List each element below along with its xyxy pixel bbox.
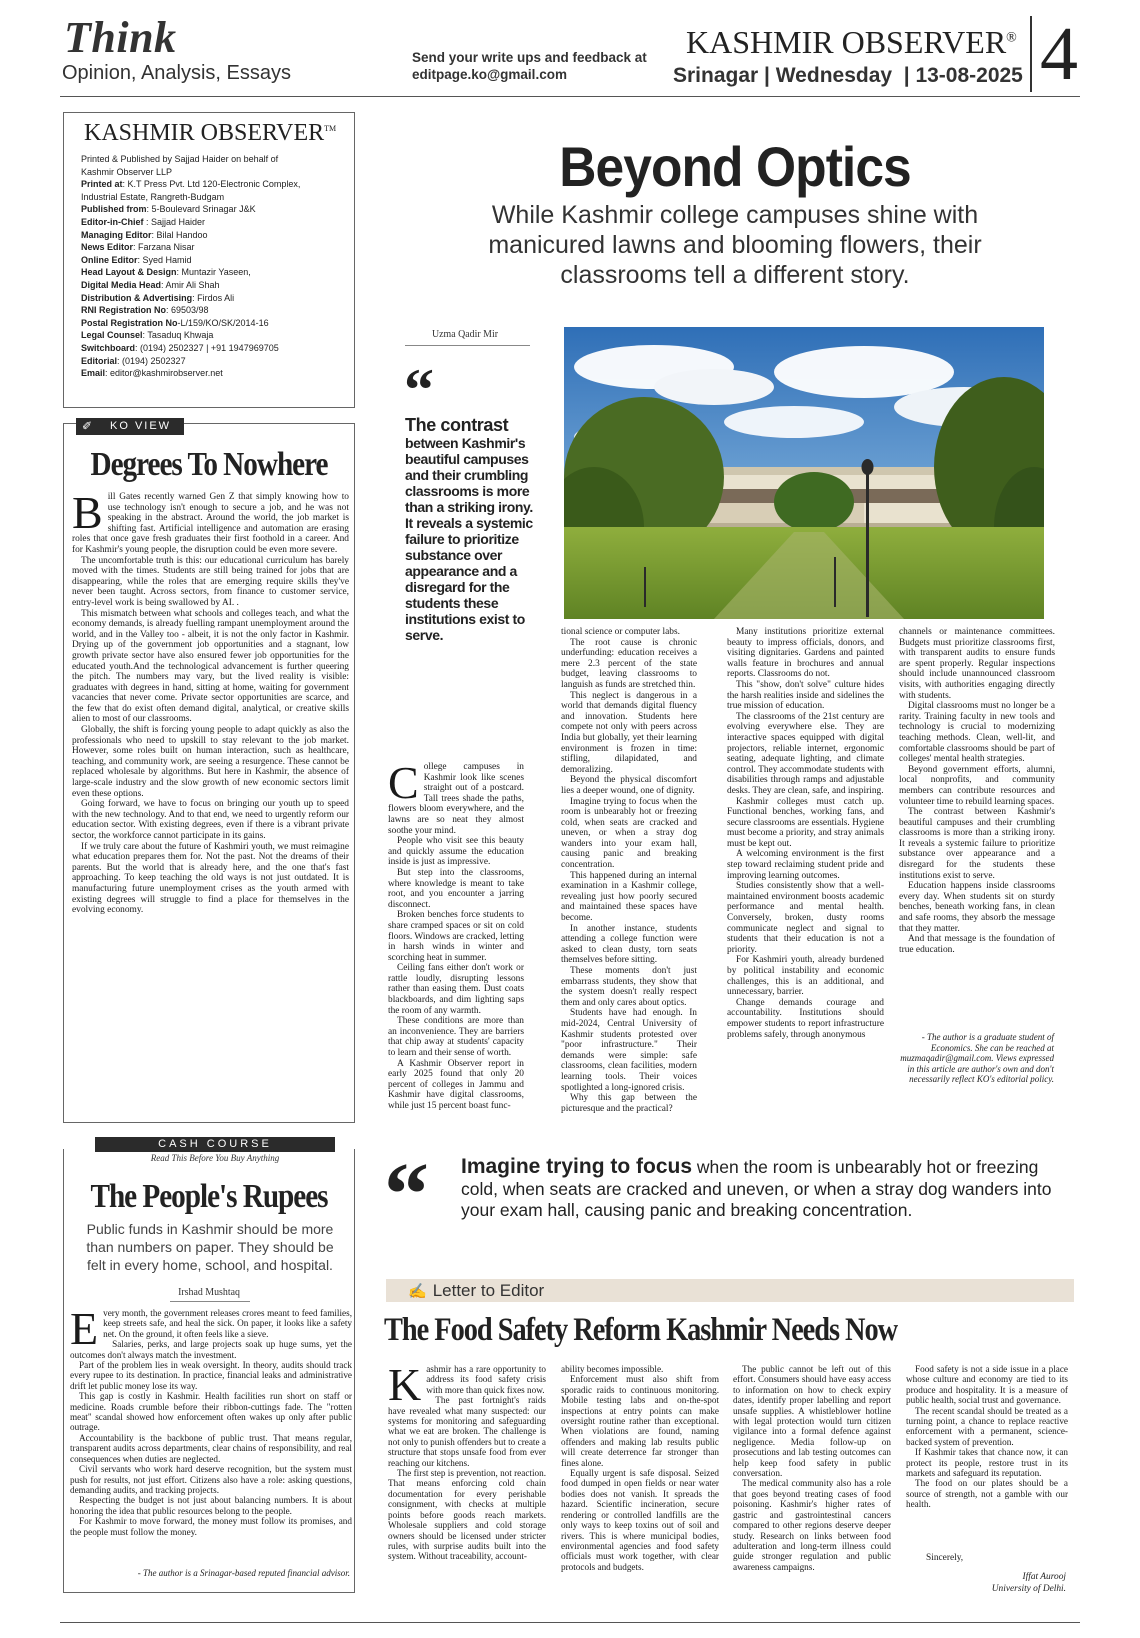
paragraph: ollege campuses in Kashmir look like scenes straight out of a postcard. Tall trees shade the paths, flowers bloom everywhere, and the lawns are so neat they almost soothe your mind. bbox=[388, 762, 524, 836]
page-number: 4 bbox=[1040, 12, 1078, 96]
imprint-value: : Firdos Ali bbox=[192, 292, 235, 303]
imprint-value: : Sajjad Haider bbox=[143, 216, 206, 227]
imprint-line bbox=[81, 153, 351, 166]
paragraph: tional science or computer labs. bbox=[561, 627, 680, 637]
letter-dropcap: K bbox=[388, 1364, 422, 1410]
imprint-value: Printed & Published by Sajjad Haider on behalf of bbox=[81, 154, 279, 164]
paragraph: Enforcement must also shift from sporadic raids to continuous monitoring. Mobile testing labs and on-the-spot inspections at entry points can make oversight routine rather than exceptional. When violations are found, naming offenders and making lab results public will create deterrence far stronger than fines alone. bbox=[561, 1374, 719, 1468]
trademark-mark: TM bbox=[324, 124, 337, 133]
main-article-byline: Uzma Qadir Mir bbox=[432, 328, 498, 340]
letter-title: The Food Safety Reform Kashmir Needs Now bbox=[384, 1312, 898, 1348]
paragraph: ability becomes impossible. bbox=[561, 1364, 664, 1374]
main-article-author-note: - The author is a graduate student of Economics. She can be reached at muzmaqadir@gmail.com. Views expressed in this article are author's own and don't necessarily reflect KO's editorial policy. bbox=[900, 1032, 1054, 1084]
feedback-email[interactable]: editpage.ko@gmail.com bbox=[412, 67, 567, 82]
paragraph: Civil servants who work hard deserve recognition, but the system must push for results, not just effort. Citizens also have a role: asking questions, demanding audits, and tracking projects. bbox=[70, 1464, 352, 1495]
imprint-line bbox=[81, 355, 351, 368]
footer-rule bbox=[60, 1622, 1080, 1623]
paragraph: This gap is costly in Kashmir. Health facilities run short on staff or medicine. Roads crumble before their ribbon-cuttings fade. The "rotten meat" scandal showed how enforcement often wakes up only after public outrage. bbox=[70, 1391, 352, 1433]
imprint-credits bbox=[81, 153, 351, 380]
header-divider bbox=[1030, 16, 1032, 92]
paragraph: Students have had enough. In mid-2024, Central University of Kashmir students protested over "poor infrastructure." Their demands were simple: safe classrooms, clean facilities, modern learning tools. Their voices spotlighted a long-ignored crisis. bbox=[561, 1008, 697, 1093]
pullquote-lead: The contrast bbox=[405, 415, 509, 435]
pullquote bbox=[405, 415, 537, 643]
letter-signoff: Sincerely, bbox=[926, 1553, 964, 1563]
paragraph: The recent scandal should be treated as a turning point, a chance to replace reactive enforcement with a permanent, science-backed system of prevention. bbox=[906, 1405, 1068, 1447]
pullquote-mark-icon: “ bbox=[404, 357, 434, 423]
main-byline-rule bbox=[405, 345, 530, 346]
paragraph: Studies consistently show that a well-maintained environment boosts academic performance and mental health. Conversely, broken, dusty rooms communicate neglect and signal to students that their education is not a priority. bbox=[727, 881, 884, 955]
cash-course-kicker: CASH COURSE bbox=[95, 1137, 335, 1152]
main-article-dropcap: C bbox=[388, 762, 419, 808]
letter-col-4 bbox=[906, 1364, 1068, 1550]
imprint-label: RNI Registration No bbox=[81, 305, 167, 316]
imprint-value: Kashmir Observer LLP bbox=[81, 166, 173, 177]
letter-kicker-text: Letter to Editor bbox=[432, 1281, 545, 1300]
imprint-label: Digital Media Head bbox=[81, 279, 162, 290]
imprint-label: Distribution & Advertising bbox=[81, 292, 193, 303]
paragraph: But step into the classrooms, where knowledge is meant to take root, and you encounter a jarring disconnect. bbox=[388, 867, 524, 910]
paragraph: Education happens inside classrooms every day. When students sit on sturdy benches, beneath working fans, in clean and safe rooms, they absorb the message that they matter. bbox=[899, 881, 1055, 934]
bottom-quote-text: when the room is unbearably hot or freezing cold, when seats are cracked and uneven, or when a stray dog wanders into your exam hall, causing panic and breaking concentration. bbox=[461, 1157, 1052, 1220]
imprint-label: Online Editor bbox=[81, 254, 138, 265]
cash-course-title: The People's Rupees bbox=[90, 1178, 328, 1215]
main-article-title: Beyond Optics bbox=[559, 135, 911, 198]
bottom-quote bbox=[461, 1156, 1061, 1222]
imprint-line bbox=[81, 178, 351, 191]
registered-mark: ® bbox=[1006, 30, 1017, 46]
paragraph: The medical community also has a role that goes beyond treating cases of food poisoning. Kashmir's higher rates of gastric and gastrointestinal cancers compared to other regions deserve deeper study. Research on links between food adulteration and long-term illness could guide stronger regulation and public awareness campaigns. bbox=[733, 1478, 891, 1572]
paragraph: This happened during an internal examination in a Kashmir college, revealing just how poorly secured and maintained these spaces have become. bbox=[561, 870, 697, 924]
paragraph: Food safety is not a side issue in a place whose culture and economy are tied to its produce and hospitality. It is a measure of public health, social trust and governance. bbox=[906, 1364, 1068, 1406]
imprint-value: : Tasaduq Khwaja bbox=[142, 330, 214, 341]
campus-photo bbox=[564, 327, 1044, 619]
main-col-1 bbox=[388, 762, 524, 1125]
ko-view-kicker bbox=[76, 418, 184, 435]
paragraph: This mismatch between what schools and colleges teach, and what the economy demands, is already fuelling rampant unemployment around the world, and in the Valley too - albeit, it is not the only factor in Kashmir. Drying up of the government job opportunities and a stagnant, low growth private sector have also ensured fewer job opportunities for the educated youth.And the technological advancement is further queering the pitch. The numbers may vary, but the lived reality is visible: graduates with degrees in hand, sitting at home, waiting for government vacancies that never come. Private sector opportunities are scarce, and the few that do exist often demand digital, analytical, or creative skills alien to most of our classrooms. bbox=[72, 608, 349, 725]
paragraph: Why this gap between the picturesque and the practical? bbox=[561, 1093, 697, 1114]
imprint-line bbox=[81, 266, 351, 279]
imprint-label: Switchboard bbox=[81, 342, 136, 353]
paragraph: If Kashmir takes that chance now, it can protect its people, restore trust in its markets and safeguard its reputation. bbox=[906, 1447, 1068, 1479]
paragraph: Many institutions prioritize external beauty to impress officials, donors, and visiting dignitaries. Gardens and painted walls feature in brochures and annual reports. Classrooms do not. bbox=[727, 627, 884, 680]
letter-sign-affiliation: University of Delhi. bbox=[991, 1584, 1066, 1594]
imprint-line bbox=[81, 229, 351, 242]
main-col-3 bbox=[727, 627, 884, 1125]
ko-view-body bbox=[72, 492, 349, 1112]
imprint-value: : K.T Press Pvt. Ltd 120-Electronic Complex, bbox=[122, 179, 301, 190]
paragraph: A welcoming environment is the first step toward reclaiming student pride and improving learning outcomes. bbox=[727, 849, 884, 881]
section-title: Think bbox=[64, 13, 177, 62]
cash-course-body bbox=[70, 1308, 352, 1556]
paragraph: A Kashmir Observer report in early 2025 found that only 20 percent of colleges in Jammu and Kashmir have digital classrooms, while just 15 percent boast func- bbox=[388, 1058, 524, 1111]
ko-view-title: Degrees To Nowhere bbox=[90, 446, 328, 483]
campus-photo-illustration bbox=[564, 327, 1044, 619]
imprint-logo bbox=[84, 120, 336, 147]
imprint-value: -L/159/KO/SK/2014-16 bbox=[177, 317, 269, 328]
paragraph: For Kashmir to move forward, the money must follow its promises, and the people must follow the money. bbox=[70, 1516, 352, 1537]
imprint-label: Email bbox=[81, 368, 106, 379]
paragraph: Respecting the budget is not just about balancing numbers. It is about honoring the idea that public resources belong to the people. bbox=[70, 1495, 352, 1516]
paragraph: very month, the government releases crores meant to feed families, keep streets safe, and heal the sick. On paper, it looks like a safety net. On the ground, it often feels like a sieve. bbox=[103, 1308, 352, 1339]
paragraph: The classrooms of the 21st century are evolving everywhere else. They are interactive spaces equipped with digital projectors, reliable internet, ergonomic seating, adequate lighting, and climate control. They accommodate students with disabilities through ramps and adjustable desks. They are clean, safe, and inspiring. bbox=[727, 711, 884, 796]
imprint-value: : 5-Boulevard Srinagar J&K bbox=[146, 204, 256, 215]
pullquote-text: between Kashmir's beautiful campuses and their crumbling classrooms is more than a striking irony. It reveals a systemic failure to prioritize substance over appearance and a disregard for the students these institutions exist to serve. bbox=[405, 435, 533, 643]
paragraph: For Kashmiri youth, already burdened by political instability and economic challenges, this is an additional, and unnecessary, barrier. bbox=[727, 955, 884, 998]
paragraph: If we truly care about the future of Kashmiri youth, we must reimagine what education prepares them for. Not the past. Not the dreams of their parents. But the world that is already here, and the one that's fast approaching. To keep teaching the old ways is not just outdated. It is manufacturing future unemployment crises as the youth armed with existing degrees will struggle to find a place for themselves in the evolving economy. bbox=[72, 841, 349, 916]
paragraph: channels or maintenance committees. Budgets must prioritize classrooms first, with transparent audits to ensure funds are spent properly. Regular inspections should include unannounced classroom visits, with authorities engaging directly with students. bbox=[899, 627, 1055, 701]
letter-kicker bbox=[408, 1281, 544, 1301]
imprint-label: News Editor bbox=[81, 242, 134, 253]
imprint-line bbox=[81, 203, 351, 216]
imprint-label: Legal Counsel bbox=[81, 330, 143, 341]
imprint-line bbox=[81, 367, 351, 380]
imprint-value: : Muntazir Yaseen, bbox=[176, 267, 251, 278]
paragraph: Digital classrooms must no longer be a rarity. Training faculty in new tools and technology is crucial to modernizing teaching methods. Clean, well-lit, and comfortable classrooms should be part of colleges' mental health strategies. bbox=[899, 701, 1055, 765]
paragraph: Beyond government efforts, alumni, local nonprofits, and community members can contribute resources and volunteer time to rebuild learning spaces. bbox=[899, 764, 1055, 807]
paragraph: ill Gates recently warned Gen Z that simply knowing how to use technology isn't enough to secure a job, and he was not speaking in the abstract. Around the world, the job market is shifting fast. Artificial intelligence and automation are erasing roles that once gave fresh graduates their first foothold in a career. And for Kashmir's young people, the disruption could be even more severe. bbox=[72, 492, 349, 555]
paragraph: Salaries, perks, and large projects soak up huge sums, yet the outcomes don't always match the investment. bbox=[70, 1339, 352, 1360]
imprint-value: : Farzana Nisar bbox=[133, 242, 195, 253]
imprint-value: : 69503/98 bbox=[166, 305, 209, 316]
imprint-logo-text: KASHMIR OBSERVER bbox=[84, 120, 325, 146]
paragraph: Equally urgent is safe disposal. Seized food dumped in open fields or near water bodies does not vanish. It spreads the hazard. Scientific incineration, secure rendering or controlled landfills are the only ways to keep toxins out of soil and rivers. This is where municipal bodies, environmental agencies and food safety officials must work together, with clear protocols and budgets. bbox=[561, 1468, 719, 1572]
main-article-deck: While Kashmir college campuses shine with manicured lawns and blooming flowers, their classrooms tell a different story. bbox=[488, 201, 982, 289]
cash-course-tagline: Read This Before You Buy Anything bbox=[150, 1153, 280, 1163]
paragraph: Part of the problem lies in weak oversight. In theory, audits should track every rupee to its destination. In practice, financial leaks and administrative drift let public money lose its way. bbox=[70, 1360, 352, 1391]
cash-course-byline: Irshad Mushtaq bbox=[178, 1286, 240, 1298]
paragraph: The public cannot be left out of this effort. Consumers should have easy access to information on how to check expiry dates, identify proper labelling and report unsafe supplies. A whistleblower hotline with legal protection would turn citizen vigilance into a formal defence against negligence. Media follow-up on prosecutions and lab testing outcomes can help keep food safety in public conversation. bbox=[733, 1364, 891, 1479]
imprint-line bbox=[81, 304, 351, 317]
letter-pen-icon: ✍ bbox=[408, 1283, 427, 1300]
imprint-line bbox=[81, 279, 351, 292]
main-col-4 bbox=[899, 627, 1055, 1027]
paragraph: The past fortnight's raids have revealed what many suspected: our systems for monitoring and safeguarding what we eat are broken. The challenge is not only to punish offenders but to create a structure that stops unsafe food from ever reaching our kitchens. bbox=[388, 1395, 546, 1468]
paragraph: These conditions are more than an inconvenience. They are barriers that chip away at students' capacity to learn and their sense of worth. bbox=[388, 1016, 524, 1059]
imprint-line bbox=[81, 329, 351, 342]
imprint-line bbox=[81, 342, 351, 355]
paragraph: Change demands courage and accountability. Institutions should empower students to report infrastructure problems safely, through anonymous bbox=[727, 997, 884, 1040]
letter-col-2 bbox=[561, 1364, 719, 1626]
header-rule bbox=[60, 96, 1080, 97]
imprint-label: Editor-in-Chief bbox=[81, 216, 144, 227]
paragraph: And that message is the foundation of true education. bbox=[899, 934, 1055, 955]
letter-col-3 bbox=[733, 1364, 891, 1626]
dateline: Srinagar | Wednesday | 13-08-2025 bbox=[673, 64, 1023, 87]
imprint-line bbox=[81, 292, 351, 305]
cash-course-author-note: - The author is a Srinagar-based reputed financial advisor. bbox=[137, 1568, 350, 1578]
pen-icon: ✐ bbox=[82, 419, 95, 433]
paragraph: Globally, the shift is forcing young people to adapt quickly as also the professionals who need to upskill to stay relevant to the job market. However, some roles built on human interaction, such as healthcare, teaching, and community work, are seeing a resurgence. These cannot be replaced wholesale by algorithms. But here in Kashmir, the absence of large-scale industry and the slow growth of new economic sectors limit even these options. bbox=[72, 725, 349, 799]
ko-view-dropcap: B bbox=[72, 492, 103, 538]
imprint-line bbox=[81, 166, 351, 179]
bottom-quote-mark-icon: “ bbox=[384, 1145, 429, 1244]
imprint-label: Managing Editor bbox=[81, 229, 152, 240]
paragraph: Broken benches force students to share cramped spaces or sit on cold floors. Windows are cracked, letting in harsh winds in winter and scorching heat in summer. bbox=[388, 910, 524, 963]
paragraph: Ceiling fans either don't work or rattle loudly, disrupting lessons rather than easing them. Dust coats blackboards, and dim lighting saps the room of any warmth. bbox=[388, 963, 524, 1016]
paragraph: The contrast between Kashmir's beautiful campuses and their crumbling classrooms is more than a striking irony. It reveals a systemic failure to prioritize substance over appearance and a disregard for the students these institutions exist to serve. bbox=[899, 807, 1055, 881]
imprint-value: : Amir Ali Shah bbox=[161, 279, 220, 290]
imprint-line bbox=[81, 254, 351, 267]
imprint-label: Editorial bbox=[81, 355, 118, 366]
paragraph: Imagine trying to focus when the room is unbearably hot or freezing cold, when seats are cracked and uneven, or when a stray dog wanders into your exam hall, causing panic and breaking concentration. bbox=[561, 796, 697, 871]
imprint-line bbox=[81, 241, 351, 254]
paragraph: In another instance, students attending a college function were asked to clean dusty, torn seats themselves before sitting. bbox=[561, 923, 697, 966]
paragraph: Kashmir colleges must catch up. Functional benches, working fans, and secure classrooms are essentials. Hygiene must become a priority, and stray animals must be kept out. bbox=[727, 796, 884, 849]
bottom-quote-lead: Imagine trying to focus bbox=[461, 1155, 693, 1178]
paragraph: Accountability is the backbone of public trust. That means regular, transparent audits across departments, clear chains of responsibility, and real consequences when duties are neglected. bbox=[70, 1432, 352, 1464]
cash-course-dropcap: E bbox=[70, 1308, 99, 1354]
imprint-line bbox=[81, 216, 351, 229]
paragraph: ashmir has a rare opportunity to address its food safety crisis with more than quick fixes now. bbox=[426, 1364, 546, 1395]
paragraph: The root cause is chronic underfunding: education receives a mere 2.3 percent of the state budget, leaving classrooms to languish as funds are stretched thin. bbox=[561, 637, 697, 690]
masthead-text: KASHMIR OBSERVER bbox=[686, 24, 1007, 60]
masthead-logo bbox=[686, 24, 1017, 61]
paragraph: The uncomfortable truth is this: our educational curriculum has barely moved with the times. Students are still being trained for jobs that are disappearing, while the roles that are emerging require skills they've never been taught. Across sectors, from finance to customer service, entry-level work is being swallowed by AI. . bbox=[72, 555, 349, 608]
cash-byline-rule bbox=[170, 1301, 250, 1302]
imprint-value: : Syed Hamid bbox=[137, 254, 192, 265]
imprint-value: : editor@kashmirobserver.net bbox=[105, 368, 223, 379]
paragraph: The first step is prevention, not reaction. That means enforcing cold chain documentation for every perishable consignment, with checks at multiple points before goods reach markets. Wholesale suppliers and cold storage owners should be licensed under stricter rules, with surprise audits built into the system. Without traceability, account- bbox=[388, 1468, 546, 1562]
cash-course-deck: Public funds in Kashmir should be more than numbers on paper. They should be felt in every home, school, and hospital. bbox=[86, 1221, 334, 1273]
paragraph: People who visit see this beauty and quickly assume the education inside is just as impressive. bbox=[388, 836, 524, 868]
paragraph: Beyond the physical discomfort lies a deeper wound, one of dignity. bbox=[561, 775, 697, 796]
paragraph: The food on our plates should be a source of strength, not a gamble with our health. bbox=[906, 1478, 1068, 1510]
paragraph: These moments don't just embarrass students, they show that the system doesn't really respect them and only cares about optics. bbox=[561, 966, 697, 1008]
imprint-label: Head Layout & Design bbox=[81, 267, 177, 278]
ko-view-kicker-text: KO VIEW bbox=[110, 420, 172, 432]
imprint-value: : (0194) 2502327 bbox=[117, 355, 186, 366]
feedback-line: Send your write ups and feedback at bbox=[412, 50, 647, 65]
paragraph: Going forward, we have to focus on bringing our youth up to speed with the new technology. And to that end, we need to urgently reform our education sector. With existing degrees, even if there is a vibrant private sector, the workforce cannot participate in its gains. bbox=[72, 799, 349, 841]
letter-sign-name: Iffat Aurooj bbox=[1022, 1572, 1066, 1582]
imprint-line bbox=[81, 317, 351, 330]
paragraph: This "show, don't solve" culture hides the harsh realities inside and sidelines the true mission of education. bbox=[727, 679, 884, 712]
imprint-label: Postal Registration No bbox=[81, 317, 178, 328]
main-col-2 bbox=[561, 627, 697, 1125]
imprint-value: : (0194) 2502327 | +91 1947969705 bbox=[135, 342, 279, 353]
paragraph: This neglect is dangerous in a world that demands digital fluency and innovation. Students here compete not only with peers across India but globally, yet their learning environment is frozen in time: stifling, dilapidated, and demoralizing. bbox=[561, 690, 697, 775]
imprint-label: Printed at bbox=[81, 179, 123, 190]
imprint-value: : Bilal Handoo bbox=[151, 229, 208, 240]
section-subtitle: Opinion, Analysis, Essays bbox=[62, 62, 291, 84]
imprint-value: Industrial Estate, Rangreth-Budgam bbox=[81, 191, 225, 202]
letter-col-1 bbox=[388, 1364, 546, 1626]
imprint-label: Published from bbox=[81, 204, 147, 215]
imprint-line bbox=[81, 191, 351, 204]
